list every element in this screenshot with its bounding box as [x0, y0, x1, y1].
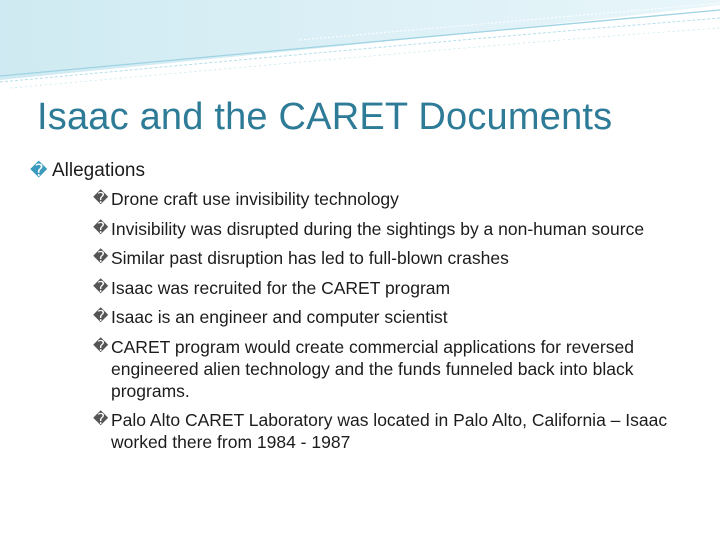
sub-bullet [93, 336, 680, 402]
bullet-icon: � [93, 219, 109, 237]
sub-bullet-text: Similar past disruption has led to full-blown crashes [111, 248, 509, 268]
bullet-icon: � [93, 190, 109, 207]
sub-bullet-text: Palo Alto CARET Laboratory was located in Palo Alto, California – Isaac worked there from 1984 - 1987 [111, 410, 668, 452]
bullet-icon: � [93, 308, 109, 325]
sub-bullet-text: Drone craft use invisibility technology [111, 189, 399, 209]
bullet-icon: � [93, 249, 109, 266]
sub-bullet [93, 218, 680, 240]
bullet-icon: � [93, 278, 109, 296]
sub-bullet [93, 409, 680, 453]
bullet-allegations-label: Allegations [52, 160, 145, 181]
slide-title: Isaac and the CARET Documents [37, 96, 613, 138]
sub-bullet [93, 306, 680, 328]
header-wave-decoration [0, 0, 720, 90]
bullet-icon: � [93, 337, 109, 355]
sub-bullet [93, 247, 680, 269]
sub-bullet [93, 277, 680, 299]
bullet-icon: � [30, 161, 48, 180]
sub-bullet-text: CARET program would create commercial applications for reversed engineered alien technology and the funds funneled back into black programs. [111, 336, 634, 401]
sub-bullet-text: Isaac is an engineer and computer scientist [111, 307, 448, 327]
sub-bullet [93, 188, 680, 210]
allegations-sublist [30, 188, 680, 453]
slide-content [30, 158, 680, 461]
bullet-icon: � [93, 411, 109, 428]
bullet-allegations [30, 158, 680, 184]
sub-bullet-text: Invisibility was disrupted during the sightings by a non-human source [111, 218, 645, 239]
sub-bullet-text: Isaac was recruited for the CARET program [111, 277, 451, 298]
